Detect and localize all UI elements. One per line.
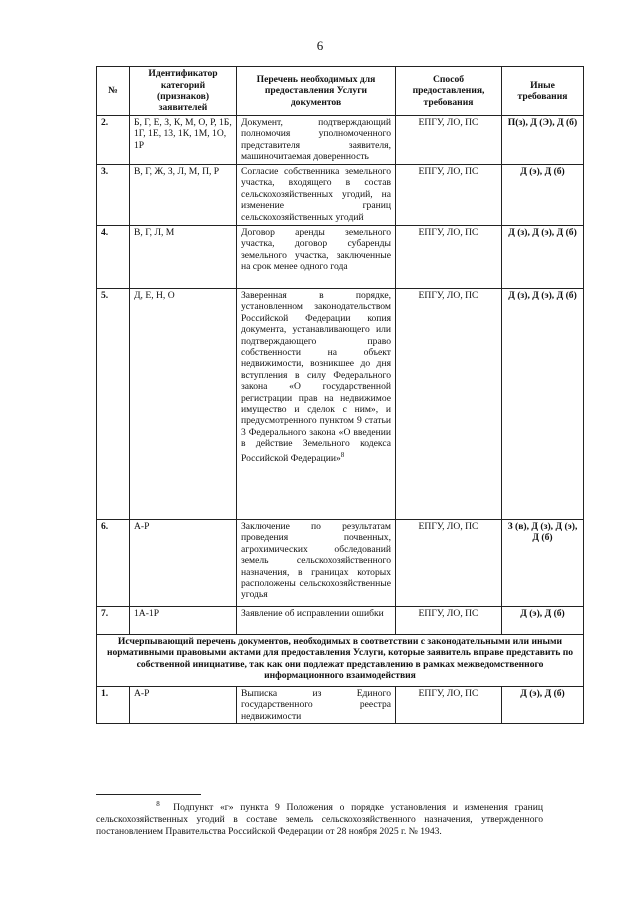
row-num: 4. <box>97 226 130 289</box>
footnote-text: Подпункт «г» пункта 9 Положения о порядке установления и изменения границ сельскохозяйственных угодий в составе земель сельскохозяйственного назначения, утвержденного постановлением Правительства Российской Федерации от 28 ноября 2025 г. № 1943. <box>96 802 544 838</box>
row-ids: Б, Г, Е, З, К, М, О, Р, 1Б, 1Г, 1Е, 13, 1К, 1М, 1О, 1Р <box>130 116 237 165</box>
row-docs-text: Заверенная в порядке, установленном законодательством Российской Федерации копия документа, устанавливающего или подтверждающего право собственности на объект недвижимости, возникшее до дня вступления в силу Федерального закона «О государственной регистрации прав на недвижимое имущество и сделок с ним», и предусмотренного пунктом 9 статьи 3 Федерального закона «О введении в действие Земельного кодекса Российской Федерации» <box>241 290 391 464</box>
row-docs: Документ, подтверждающий полномочия уполномоченного представителя заявителя, машиночитаемая доверенность <box>237 116 396 165</box>
page-number: 6 <box>316 38 324 53</box>
row-num: 6. <box>97 520 130 607</box>
row-ids: А-Р <box>130 520 237 607</box>
row-method: ЕПГУ, ЛО, ПС <box>396 226 502 289</box>
row-num: 7. <box>97 607 130 635</box>
row-num: 3. <box>97 165 130 226</box>
section-title: Исчерпывающий перечень документов, необходимых в соответствии с законодательными или иными нормативными правовыми актами для предоставления Услуги, которые заявитель вправе представить по собственной инициативе, так как они подлежат представлению в рамках межведомственного информационного взаимодействия <box>97 635 584 687</box>
header-method: Способ предоставления, требования <box>396 67 502 116</box>
row-other: Д (э), Д (б) <box>502 165 584 226</box>
row-ids: Д, Е, Н, О <box>130 289 237 520</box>
row-method: ЕПГУ, ЛО, ПС <box>396 116 502 165</box>
row-docs: Выписка из Единого государственного реестра недвижимости <box>237 687 396 724</box>
header-ids: Идентификатор категорий (признаков) заявителей <box>130 67 237 116</box>
row-other: Д (з), Д (э), Д (б) <box>502 226 584 289</box>
section-row <box>97 635 584 687</box>
row-method: ЕПГУ, ЛО, ПС <box>396 165 502 226</box>
row-docs <box>237 289 396 520</box>
table-row <box>97 687 584 724</box>
footnote-ref: 8 <box>340 450 345 459</box>
table-row <box>97 116 584 165</box>
row-method: ЕПГУ, ЛО, ПС <box>396 289 502 520</box>
row-ids: В, Г, Л, М <box>130 226 237 289</box>
row-docs: Договор аренды земельного участка, договор субаренды земельного участка, заключенные на срок менее одного года <box>237 226 396 289</box>
footnote-divider <box>96 794 201 795</box>
row-method: ЕПГУ, ЛО, ПС <box>396 687 502 724</box>
row-docs: Согласие собственника земельного участка, входящего в состав сельскохозяйственных угодий, на изменение границ сельскохозяйственных угодий <box>237 165 396 226</box>
header-docs: Перечень необходимых для предоставления Услуги документов <box>237 67 396 116</box>
row-num: 1. <box>97 687 130 724</box>
row-ids: 1А-1Р <box>130 607 237 635</box>
row-method: ЕПГУ, ЛО, ПС <box>396 520 502 607</box>
table-row <box>97 226 584 289</box>
row-num: 5. <box>97 289 130 520</box>
header-num: № <box>97 67 130 116</box>
row-ids: В, Г, Ж, З, Л, М, П, Р <box>130 165 237 226</box>
row-method: ЕПГУ, ЛО, ПС <box>396 607 502 635</box>
header-other: Иные требования <box>502 67 584 116</box>
row-other: З (в), Д (з), Д (э), Д (б) <box>502 520 584 607</box>
table-row <box>97 607 584 635</box>
table-row <box>97 165 584 226</box>
table-row <box>97 520 584 607</box>
row-other: Д (э), Д (б) <box>502 607 584 635</box>
row-num: 2. <box>97 116 130 165</box>
footnote <box>96 798 543 838</box>
footnote-mark: 8 <box>156 800 160 808</box>
row-ids: А-Р <box>130 687 237 724</box>
row-docs: Заключение по результатам проведения почвенных, агрохимических обследований земель сельскохозяйственного назначения, в границах которых расположены сельскохозяйственные угодья <box>237 520 396 607</box>
table-header-row <box>97 67 584 116</box>
table-row <box>97 289 584 520</box>
row-other: Д (э), Д (б) <box>502 687 584 724</box>
documents-table <box>96 66 584 724</box>
row-other: Д (з), Д (э), Д (б) <box>502 289 584 520</box>
row-docs: Заявление об исправлении ошибки <box>237 607 396 635</box>
row-other: П(з), Д (Э), Д (б) <box>502 116 584 165</box>
